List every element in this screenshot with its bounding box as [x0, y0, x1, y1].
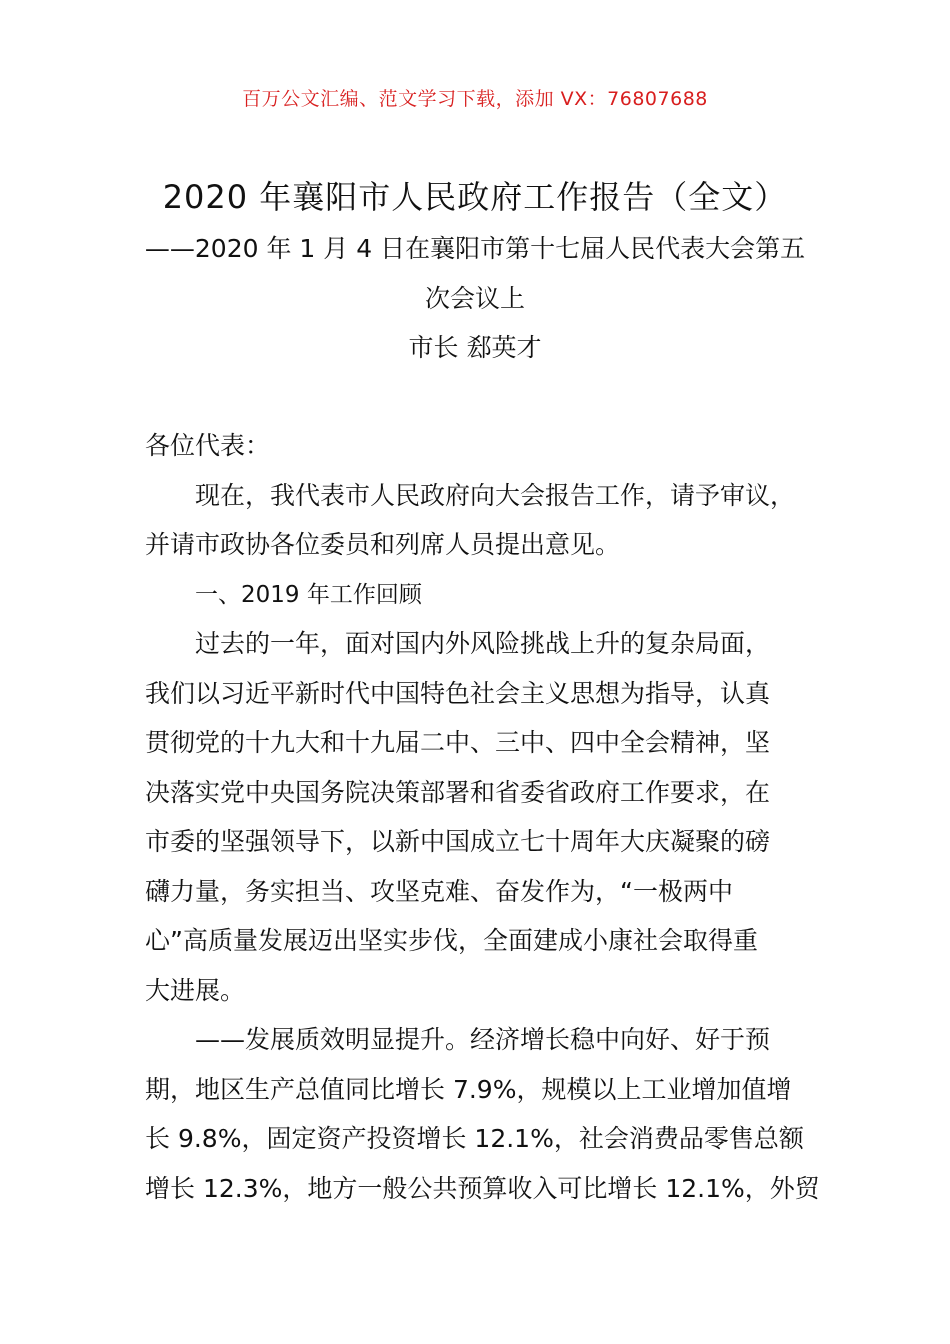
body-line: 现在，我代表市人民政府向大会报告工作，请予审议， [195, 480, 796, 510]
body-line: 期，地区生产总值同比增长 7.9%，规模以上工业增加值增 [145, 1074, 792, 1104]
body-line: 过去的一年，面对国内外风险挑战上升的复杂局面， [195, 629, 771, 658]
body-line: 我们以习近平新时代中国特色社会主义思想为指导，认真 [145, 678, 771, 708]
body-line: 心”高质量发展迈出坚实步伐，全面建成小康社会取得重 [145, 926, 758, 955]
body-line: 市委的坚强领导下，以新中国成立七十周年大庆凝聚的磅 [145, 827, 771, 856]
document-author: 市长 郄英才 [408, 333, 542, 362]
document-body [145, 428, 820, 1220]
body-line: 并请市政协各位委员和列席人员提出意见。 [145, 530, 621, 559]
document-subtitle-line-2: 次会议上 [424, 284, 525, 313]
body-line: 贯彻党的十九大和十九届二中、三中、四中全会精神，坚 [145, 728, 771, 757]
body-line: ——发展质效明显提升。经济增长稳中向好、好于预 [195, 1025, 771, 1054]
body-line: 增长 12.3%，地方一般公共预算收入可比增长 12.1%，外贸 [145, 1173, 820, 1203]
salutation: 各位代表： [145, 431, 271, 460]
body-line: 礴力量，务实担当、攻坚克难、奋发作为，“一极两中 [145, 876, 733, 906]
body-line: 大进展。 [145, 975, 246, 1005]
body-line: 长 9.8%，固定资产投资增长 12.1%，社会消费品零售总额 [145, 1124, 804, 1153]
section-heading: 一、2019 年工作回顾 [195, 581, 422, 608]
document-subtitle-line-1: ——2020 年 1 月 4 日在襄阳市第十七届人民代表大会第五 [144, 234, 806, 263]
document-title: 2020 年襄阳市人民政府工作报告（全文） [162, 178, 788, 216]
body-line: 决落实党中央国务院决策部署和省委省政府工作要求，在 [145, 777, 771, 807]
watermark-banner: 百万公文汇编、范文学习下载，添加 VX：76807688 [242, 88, 708, 110]
